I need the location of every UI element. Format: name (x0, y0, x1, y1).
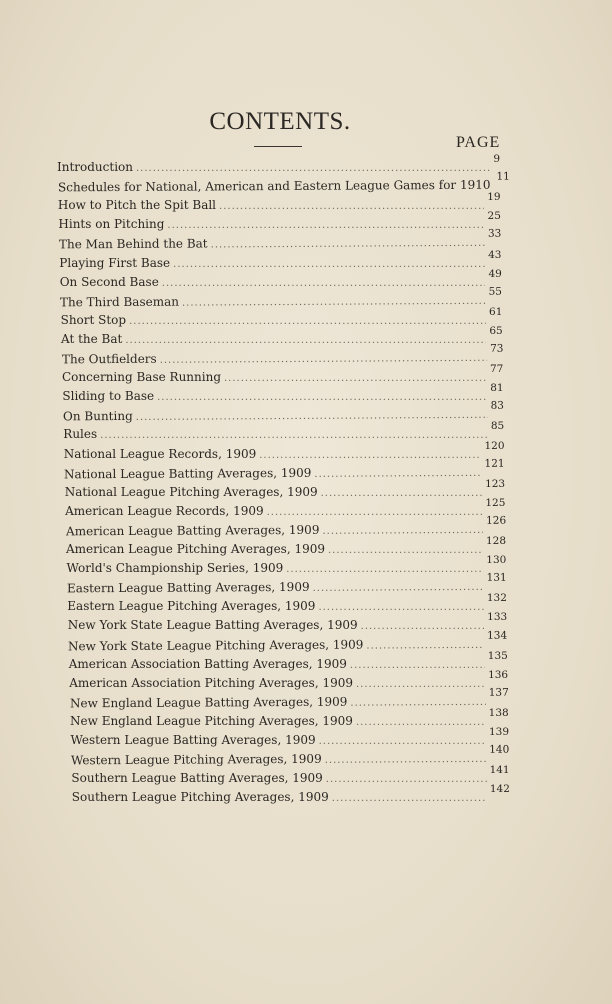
toc-entry (57, 153, 500, 176)
dot-leader (210, 235, 485, 255)
toc-entry-title: The Third Baseman (60, 294, 180, 310)
toc-entry (66, 571, 507, 598)
toc-entry-title: American Association Pitching Averages, 1909 (69, 675, 353, 690)
toc-entry-title: Western League Batting Averages, 1909 (70, 733, 316, 747)
toc-entry (63, 420, 505, 443)
toc-entry-page: 140 (489, 743, 510, 756)
toc-entry (70, 726, 510, 749)
dot-leader (136, 407, 488, 427)
toc-entry (66, 535, 506, 558)
toc-entry (63, 439, 505, 463)
toc-entry-page: 126 (485, 514, 506, 527)
toc-entry-title: American League Batting Averages, 1909 (65, 522, 319, 539)
toc-entry-page: 128 (485, 535, 506, 547)
toc-entry-title: Concerning Base Running (62, 370, 221, 385)
dot-leader (350, 657, 485, 675)
toc-entry-title: American Association Batting Averages, 1909 (68, 656, 347, 671)
toc-entry-page: 83 (490, 399, 504, 413)
toc-entry-page: 121 (484, 457, 505, 470)
toc-entry (59, 267, 502, 291)
toc-entry-title: The Outfielders (61, 351, 157, 367)
toc-entry-title: National League Pitching Averages, 1909 (64, 484, 318, 499)
toc-entry-title: The Man Behind the Bat (58, 236, 208, 252)
toc-entry-page: 25 (487, 210, 501, 223)
dot-leader (129, 313, 486, 331)
toc-entry-title: Sliding to Base (62, 389, 155, 404)
toc-entry-page: 77 (489, 363, 504, 376)
toc-entry-title: On Second Base (59, 274, 159, 289)
dot-leader (182, 292, 486, 312)
toc-entry (67, 592, 507, 615)
toc-entry-title: Hints on Pitching (58, 217, 165, 232)
toc-entry-title: Introduction (57, 160, 133, 174)
toc-entry (67, 611, 508, 634)
toc-entry-title: New York State League Pitching Averages, 1909 (68, 637, 364, 653)
toc-entry (68, 629, 508, 655)
dot-leader (332, 790, 487, 808)
toc-entry (70, 706, 509, 730)
toc-entry-page: 131 (486, 571, 507, 584)
dot-leader (350, 694, 485, 713)
dot-leader (219, 198, 484, 216)
toc-entry (65, 496, 506, 520)
toc-entry-page: 135 (487, 649, 508, 662)
toc-entry (69, 686, 509, 712)
dot-leader (100, 427, 488, 445)
dot-leader (162, 275, 486, 293)
toc-entry-page: 120 (484, 439, 505, 452)
toc-entry-page: 139 (488, 726, 509, 738)
toc-entry-title: At the Bat (61, 331, 123, 346)
toc-entry-page: 61 (489, 305, 503, 318)
toc-entry-title: Southern League Pitching Averages, 1909 (71, 790, 329, 805)
toc-entry-page: 125 (485, 496, 506, 509)
toc-entry-page: 137 (488, 686, 509, 699)
toc-entry-page: 141 (489, 764, 510, 777)
toc-entry (62, 399, 504, 426)
toc-entry-title: On Bunting (62, 409, 133, 424)
dot-leader (224, 370, 487, 388)
toc-entry-title: Western League Pitching Averages, 1909 (70, 751, 322, 768)
toc-entry (61, 342, 503, 369)
toc-entry-page: 133 (487, 611, 508, 624)
toc-entry (66, 554, 507, 577)
toc-entry-page: 55 (488, 285, 503, 298)
toc-entry-page: 142 (489, 783, 510, 796)
toc-entry-page: 19 (487, 191, 501, 204)
toc-entry-title: American League Records, 1909 (65, 503, 264, 518)
toc-entry-page: 136 (488, 668, 509, 681)
toc-entry (64, 457, 505, 483)
dot-leader (321, 485, 482, 503)
dot-leader (326, 771, 487, 789)
dot-leader (361, 618, 485, 636)
toc-entry (69, 668, 509, 692)
toc-entry (62, 382, 504, 405)
toc-entry (62, 363, 504, 386)
toc-entry-page: 9 (493, 153, 500, 165)
toc-entry-title: World's Championship Series, 1909 (66, 561, 284, 576)
dot-leader (328, 542, 483, 560)
toc-entry-page: 138 (488, 706, 509, 719)
toc-entry-title: Rules (63, 427, 98, 442)
dot-leader (325, 751, 487, 770)
toc-entry-page: 65 (489, 324, 503, 337)
dot-leader (356, 714, 486, 732)
toc-entry-title: New York State League Batting Averages, 1909 (67, 618, 358, 633)
toc-entry-page: 33 (487, 228, 502, 241)
toc-entry-page: 43 (488, 248, 502, 261)
toc-entry-page: 134 (487, 629, 508, 642)
toc-entry (71, 783, 510, 806)
toc-entry-title: How to Pitch the Spit Ball (57, 198, 217, 213)
toc-entry (59, 248, 502, 272)
toc-entry-title: New England League Pitching Averages, 1909 (70, 713, 353, 728)
toc-entry-title: Southern League Batting Averages, 1909 (71, 771, 323, 786)
dot-leader (259, 447, 481, 465)
toc-entry (60, 305, 503, 329)
toc-entry-title: Schedules for National, American and Eastern League Games for 1910 (57, 177, 491, 195)
toc-entry (64, 477, 506, 501)
toc-entry (58, 210, 501, 233)
toc-entry-title: National League Batting Averages, 1909 (64, 465, 312, 481)
toc-entry (57, 191, 501, 214)
dot-leader (312, 579, 483, 598)
toc-entry-page: 49 (488, 267, 502, 280)
toc-entry-page: 132 (486, 592, 507, 605)
toc-entry-title: National League Records, 1909 (63, 446, 257, 461)
toc-entry (68, 649, 508, 673)
page-column-header: PAGE (456, 134, 501, 151)
toc-entry-title: Eastern League Pitching Averages, 1909 (67, 599, 316, 614)
dot-leader (159, 350, 487, 370)
toc-entry-page: 85 (490, 420, 505, 433)
dot-leader (315, 464, 482, 483)
toc-entry-page: 11 (495, 170, 510, 183)
page-title: CONTENTS. (209, 108, 351, 135)
toc-entry (57, 170, 510, 197)
toc-entry (70, 743, 510, 770)
dot-leader (318, 599, 483, 617)
dot-leader (322, 522, 483, 541)
toc-entry (71, 764, 510, 787)
toc-entry-page: 130 (486, 554, 507, 567)
toc-entry-page: 81 (490, 382, 504, 395)
toc-entry (61, 324, 503, 348)
toc-entry-title: Short Stop (60, 312, 127, 327)
toc-entry-title: American League Pitching Averages, 1909 (66, 542, 325, 556)
toc-entry-title: New England League Batting Averages, 1909 (69, 694, 348, 711)
dot-leader (173, 256, 485, 274)
toc-entry-title: Eastern League Batting Averages, 1909 (66, 580, 310, 596)
dot-leader (367, 636, 485, 655)
toc-entry-page: 73 (489, 342, 503, 355)
toc-entry (60, 285, 503, 311)
toc-entry-page: 123 (485, 477, 506, 490)
toc-entry (58, 228, 502, 254)
toc-entry-title: Playing First Base (59, 255, 171, 270)
